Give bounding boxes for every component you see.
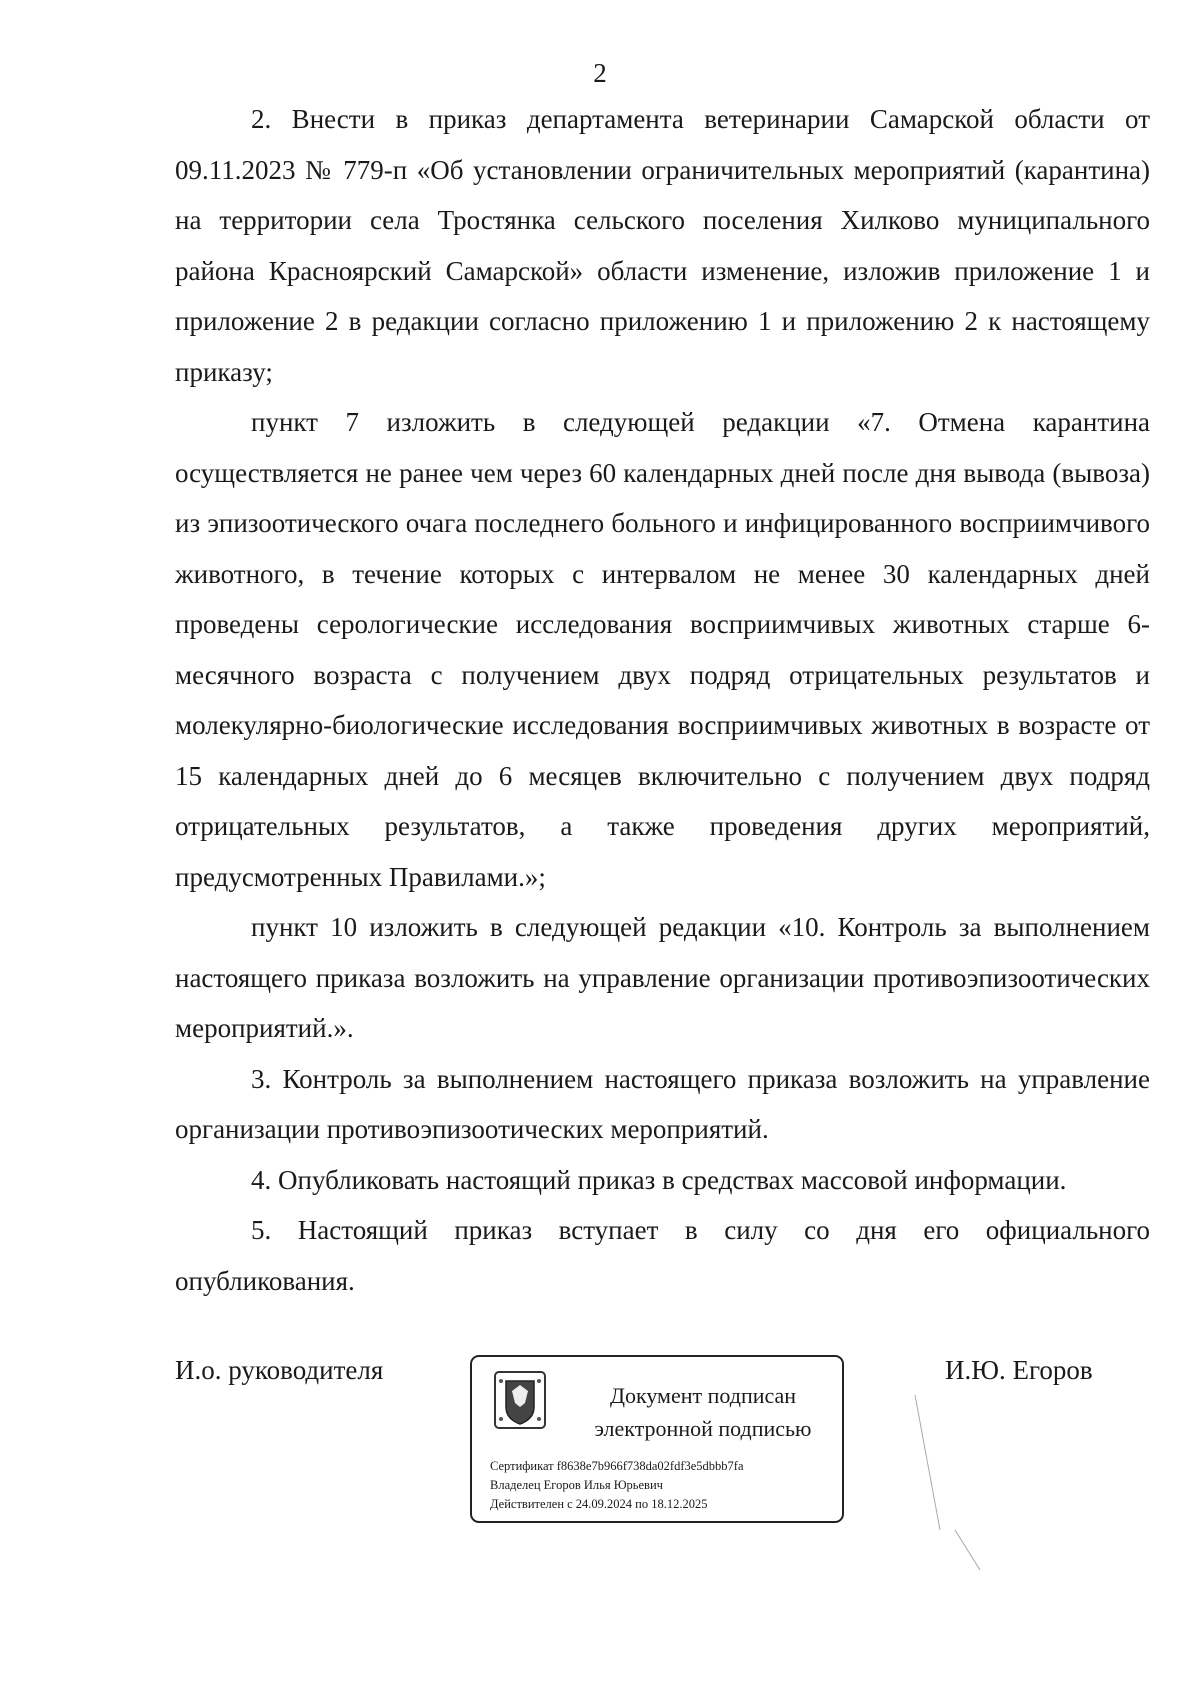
stamp-title-line1: Документ подписан xyxy=(609,1383,797,1408)
stamp-title xyxy=(572,1379,834,1445)
coat-of-arms-icon xyxy=(492,1369,548,1431)
stamp-details xyxy=(490,1457,835,1514)
signatory-position: И.о. руководителя xyxy=(175,1355,384,1385)
paragraph-clause-7: пункт 7 изложить в следующей редакции «7. Отмена карантина осуществляется не ранее чем через 60 календарных дней после дня вывода (вывоза) из эпизоотического очага последнего больного и инфицированного восприимчивого животного, в течение которых с интервалом не менее 30 календарных дней проведены серологические исследования восприимчивых животных старше 6-месячного возраста с получением двух подряд отрицательных результатов и молекулярно-биологические исследования восприимчивых животных в возрасте от 15 календарных дней до 6 месяцев включительно с получением двух подряд отрицательных результатов, а также проведения других мероприятий, предусмотренных Правилами.»; xyxy=(175,407,1150,892)
document-body xyxy=(175,94,1150,1306)
paragraph-item-3: 3. Контроль за выполнением настоящего приказа возложить на управление организации противоэпизоотических мероприятий. xyxy=(175,1063,1150,1144)
page-number: 2 xyxy=(593,58,607,88)
paragraph-item-4: 4. Опубликовать настоящий приказ в средствах массовой информации. xyxy=(251,1164,1067,1195)
signatory-name: И.Ю. Егоров xyxy=(945,1355,1093,1385)
paragraph-clause-10: пункт 10 изложить в следующей редакции «10. Контроль за выполнением настоящего приказа возложить на управление организации противоэпизоотических мероприятий.». xyxy=(175,912,1150,1043)
paragraph-item-5: 5. Настоящий приказ вступает в силу со дня его официального опубликования. xyxy=(175,1215,1150,1296)
stamp-validity: Действителен с 24.09.2024 по 18.12.2025 xyxy=(490,1497,708,1511)
electronic-signature-stamp xyxy=(470,1355,844,1523)
stamp-certificate: Сертификат f8638e7b966f738da02fdf3e5dbbb7fa xyxy=(490,1459,744,1473)
stamp-owner: Владелец Егоров Илья Юрьевич xyxy=(490,1478,663,1492)
stamp-title-line2: электронной подписью xyxy=(594,1416,812,1441)
paragraph-item-2: 2. Внести в приказ департамента ветеринарии Самарской области от 09.11.2023 № 779-п «Об установлении ограничительных мероприятий (карантина) на территории села Тростянка сельского поселения Хилково муниципального района Красноярский Самарской» области изменение, изложив приложение 1 и приложение 2 в редакции согласно приложению 1 и приложению 2 к настоящему приказу; xyxy=(175,104,1150,387)
